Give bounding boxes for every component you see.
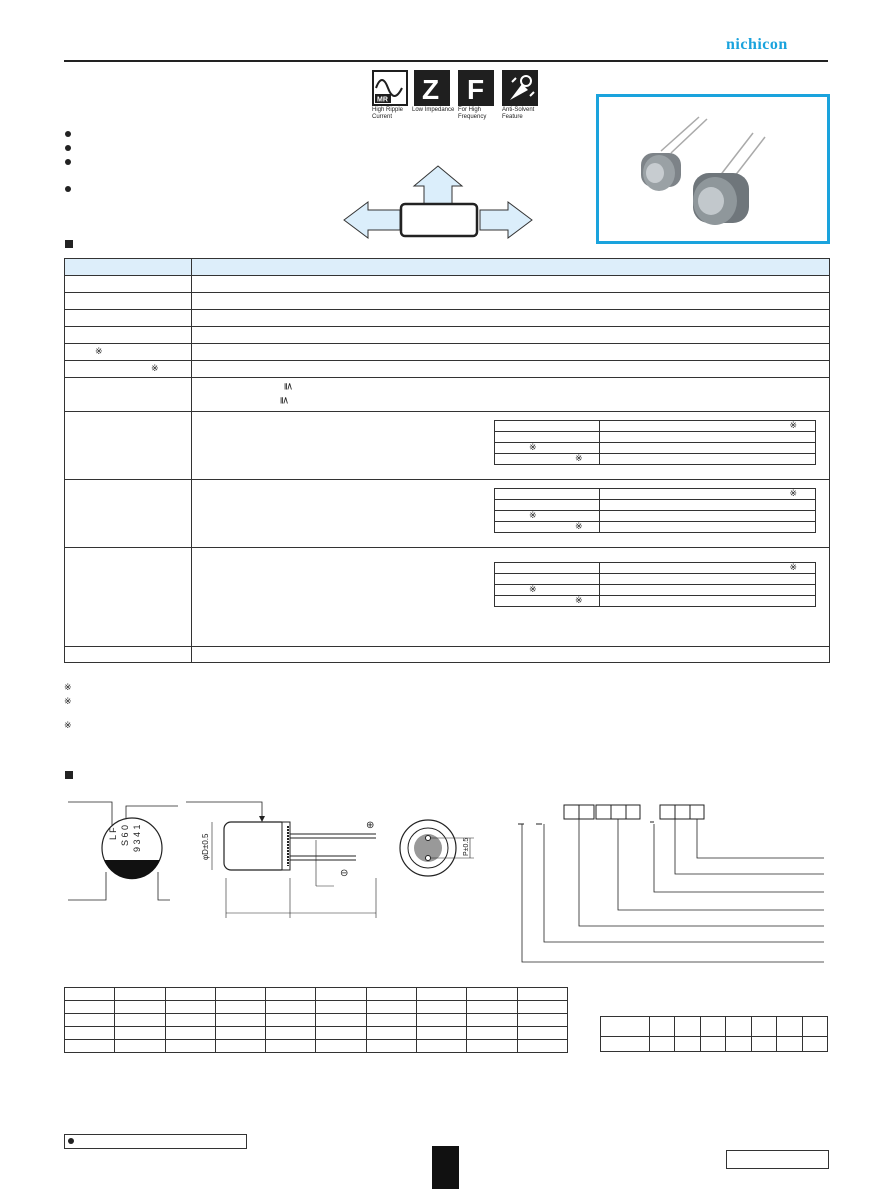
high-ripple-current-icon	[372, 70, 408, 106]
feature-caption-high-frequency: For High Frequency	[458, 107, 487, 120]
resistance-subtable	[494, 562, 816, 607]
section-marker-drawing	[65, 771, 73, 779]
note-mark: ※	[529, 584, 537, 594]
svg-text:MR: MR	[377, 96, 388, 104]
table-row	[65, 292, 829, 309]
svg-text:Z: Z	[422, 74, 440, 105]
table-row	[65, 1001, 568, 1014]
table-row	[65, 275, 829, 292]
marking-drawing	[60, 796, 180, 908]
product-photo-frame	[596, 94, 830, 244]
anti-solvent-icon	[502, 70, 538, 106]
table-row	[65, 360, 829, 377]
side-view-drawing	[186, 796, 386, 920]
table-row	[65, 309, 829, 326]
leq-symbol: ≦	[278, 396, 290, 405]
table-row-endurance	[65, 411, 829, 479]
note-mark: ※	[789, 488, 797, 498]
table-row	[65, 988, 568, 1001]
section-marker-specifications	[65, 240, 73, 248]
series-relation-diagram	[340, 164, 536, 244]
marking-line-3: 9 3 4 1	[132, 824, 142, 852]
pitch-label: P±0.5	[463, 837, 470, 856]
feature-bullet	[65, 159, 71, 165]
footnote-mark: ※	[64, 682, 72, 692]
right-arrow	[480, 202, 532, 238]
table-row	[65, 1014, 568, 1027]
svg-text:F: F	[467, 74, 485, 105]
note-mark: ※	[529, 442, 537, 452]
capacitor-photo	[599, 97, 827, 241]
header-rule	[64, 60, 828, 62]
dimensions-table	[64, 987, 568, 1053]
catalog-code-box	[726, 1150, 829, 1169]
feature-bullet	[65, 131, 71, 137]
table-row-damp-heat	[65, 479, 829, 547]
table-row-resistance	[65, 547, 829, 646]
low-impedance-icon	[414, 70, 450, 106]
minus-terminal-mark: ⊖	[340, 868, 349, 879]
diameter-label: φD±0.5	[201, 833, 210, 860]
leq-symbol: ≦	[282, 382, 294, 391]
code-table	[600, 1016, 828, 1052]
note-mark: ※	[151, 363, 159, 373]
feature-caption-high-ripple: High Ripple Current	[372, 107, 404, 120]
feature-bullet	[65, 186, 71, 192]
feature-caption-low-impedance: Low Impedance	[412, 107, 455, 113]
note-mark: ※	[789, 420, 797, 430]
specifications-table	[64, 258, 830, 663]
note-mark: ※	[95, 346, 103, 356]
series-box	[401, 204, 477, 236]
table-header-row	[65, 259, 829, 275]
feature-bullet	[65, 145, 71, 151]
note-mark: ※	[529, 510, 537, 520]
brand-logo: nichicon	[726, 36, 788, 53]
table-row	[601, 1037, 828, 1052]
plus-terminal-mark: ⊕	[366, 820, 375, 831]
endurance-subtable	[494, 420, 816, 465]
high-frequency-icon	[458, 70, 494, 106]
left-arrow	[344, 202, 400, 238]
table-row	[65, 377, 829, 411]
page-tab	[432, 1146, 459, 1189]
table-row	[65, 646, 829, 662]
footnote-mark: ※	[64, 720, 72, 730]
note-mark: ※	[789, 562, 797, 572]
marking-line-1: L F	[108, 827, 118, 840]
table-row	[65, 1040, 568, 1053]
note-mark: ※	[575, 453, 583, 463]
marking-line-2: S 6 0	[120, 824, 130, 846]
damp-heat-subtable	[494, 488, 816, 533]
note-mark: ※	[575, 521, 583, 531]
footer-note-box	[64, 1134, 247, 1149]
note-mark: ※	[575, 595, 583, 605]
table-row	[65, 326, 829, 343]
part-number-diagram	[516, 802, 828, 970]
footer-bullet	[68, 1138, 74, 1144]
table-row	[65, 1027, 568, 1040]
footnote-mark: ※	[64, 696, 72, 706]
up-arrow	[414, 166, 462, 206]
bottom-view-drawing	[394, 816, 494, 886]
table-row	[601, 1017, 828, 1037]
feature-caption-anti-solvent: Anti-Solvent Feature	[502, 107, 535, 120]
table-row	[65, 343, 829, 360]
